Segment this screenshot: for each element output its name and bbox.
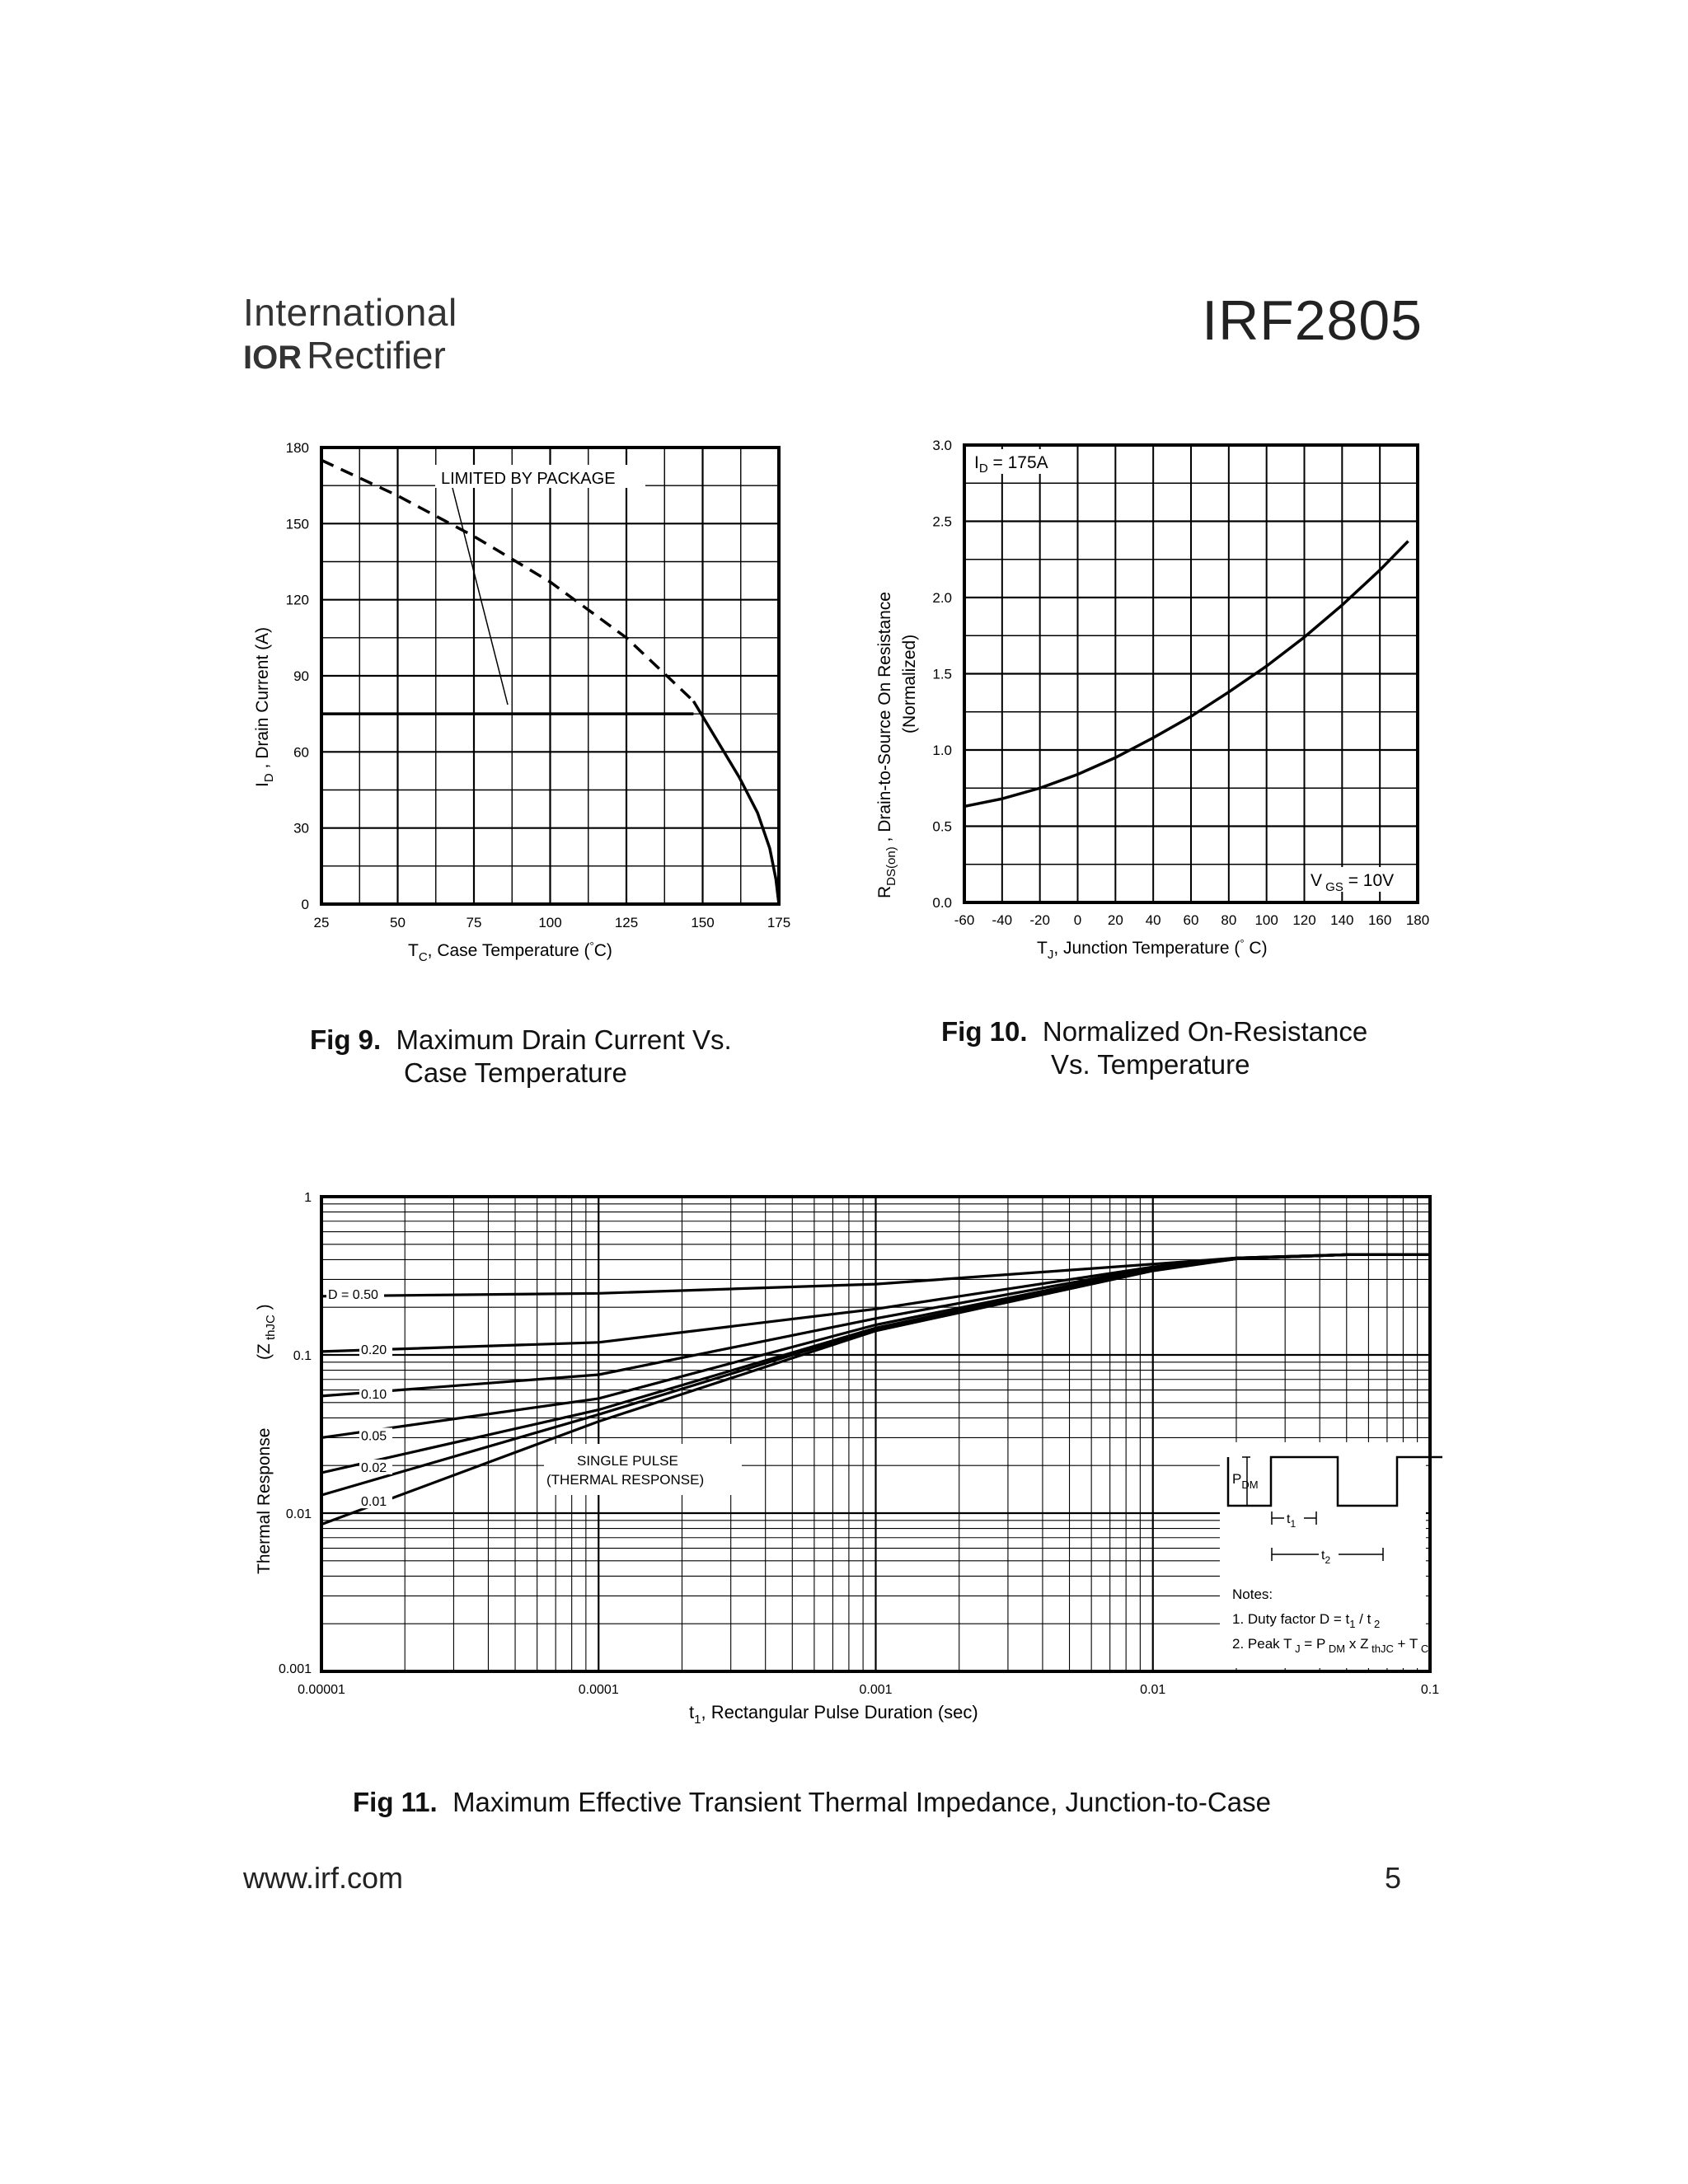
fig10-x-tick-label: 80 — [1221, 912, 1237, 928]
fig10-tick-labels — [932, 438, 1429, 928]
fig10-x-tick-label: -60 — [954, 912, 975, 928]
fig10-x-tick-label: 180 — [1405, 912, 1430, 928]
fig9-x-tick-label: 25 — [313, 915, 330, 930]
fig11-x-axis-label: $t_1$, Rectangular Pulse Duration (sec) — [689, 1702, 978, 1727]
fig9-annotation-limited: LIMITED BY PACKAGE — [441, 470, 616, 488]
fig10-caption — [941, 1016, 1367, 1047]
fig11-caption-text: Maximum Effective Transient Thermal Impedance, Junction-to-Case — [452, 1787, 1271, 1817]
fig11-x-tick-label: 0.0001 — [578, 1683, 619, 1697]
fig10-y-axis-label: $R_{DS(on)}$ , Drain-to-Source On Resistance — [875, 592, 898, 898]
fig11-notes-title: Notes: — [1232, 1586, 1273, 1602]
fig9-y-tick-label: 30 — [293, 820, 309, 837]
fig10-y-axis-label-2: (Normalized) — [900, 634, 919, 733]
fig9-caption-line2: Case Temperature — [404, 1057, 627, 1088]
fig10-x-tick-label: 20 — [1107, 912, 1123, 928]
ior-logo-mark: IOR — [243, 340, 302, 376]
fig9-chart — [243, 429, 837, 972]
part-number: IRF2805 — [1202, 289, 1423, 352]
fig10-y-tick-label: 3.0 — [932, 438, 952, 453]
fig10-x-tick-label: -40 — [992, 912, 1013, 928]
fig11-t1-label: $t_1$ — [1287, 1512, 1296, 1530]
fig10-x-axis-label: $T_J$, Junction Temperature (° C) — [1037, 937, 1268, 962]
fig11-series-label: 0.20 — [361, 1343, 387, 1357]
fig11-y-axis-label: Thermal Response — [255, 1427, 274, 1574]
fig9-caption — [310, 1024, 732, 1056]
fig9-x-tick-label: 50 — [390, 915, 406, 930]
fig9-y-tick-label: 120 — [285, 592, 309, 608]
fig11-note-2: 2. Peak T $_J$ = P $_{DM}$ x Z $_{thJC}$ + T $_C$ — [1232, 1636, 1429, 1655]
fig11-y-tick-label: 0.001 — [278, 1662, 312, 1676]
brand-name: International — [243, 291, 457, 334]
fig9-x-tick-label: 175 — [767, 915, 791, 930]
fig9-x-tick-label: 125 — [614, 915, 639, 930]
brand-rectifier: Rectifier — [307, 334, 446, 377]
fig9-tick-labels — [286, 440, 791, 930]
footer-url[interactable]: www.irf.com — [243, 1861, 404, 1895]
fig11-annotation-single-pulse: SINGLE PULSE — [577, 1453, 678, 1469]
fig11-pdm-label: $P_{DM}$ — [1232, 1471, 1259, 1491]
fig9-x-tick-label: 100 — [538, 915, 562, 930]
fig11-x-tick-label: 0.001 — [859, 1683, 893, 1697]
fig10-grid — [964, 445, 1418, 902]
fig10-x-tick-label: 160 — [1367, 912, 1392, 928]
fig10-caption-line1: Normalized On-Resistance — [1042, 1016, 1368, 1047]
fig10-x-tick-label: 140 — [1330, 912, 1354, 928]
fig9-y-tick-label: 60 — [293, 744, 309, 761]
fig11-y-tick-label: 1 — [304, 1191, 312, 1205]
fig11-chart — [243, 1179, 1463, 1747]
fig10-annotation-id: $I_D = 175A$ — [974, 453, 1048, 476]
fig9-annotation-leader — [452, 488, 508, 705]
fig11-annotation-thermal-response: (THERMAL RESPONSE) — [546, 1472, 705, 1488]
fig11-caption-label: Fig 11. — [353, 1787, 438, 1817]
fig10-y-tick-label: 0.0 — [932, 895, 952, 911]
fig11-series-label: 0.02 — [361, 1460, 387, 1475]
fig11-x-tick-label: 0.00001 — [298, 1683, 345, 1697]
fig9-caption-label: Fig 9. — [310, 1024, 382, 1055]
fig10-x-tick-label: 100 — [1254, 912, 1278, 928]
fig11-t2-label: $t_2$ — [1321, 1549, 1331, 1566]
fig10-annotation-vgs: V $_{GS}$ = 10V — [1311, 871, 1395, 894]
fig11-y-axis-label-2: (Z $_{thJC}$ ) — [255, 1304, 278, 1360]
brand-logo — [243, 333, 446, 377]
fig10-chart — [849, 429, 1442, 972]
fig10-y-tick-label: 1.5 — [932, 666, 952, 682]
fig11-x-tick-label: 0.1 — [1420, 1683, 1440, 1697]
fig11-caption — [353, 1787, 1271, 1818]
fig9-caption-line1: Maximum Drain Current Vs. — [396, 1024, 732, 1055]
fig10-x-tick-label: 40 — [1145, 912, 1161, 928]
fig11-series-label: 0.01 — [361, 1495, 387, 1510]
fig11-y-tick-label: 0.1 — [293, 1349, 312, 1363]
fig9-series-line-1 — [693, 701, 779, 904]
fig10-caption-line2: Vs. Temperature — [1051, 1049, 1250, 1080]
fig10-x-tick-label: 60 — [1183, 912, 1199, 928]
fig10-x-tick-label: 120 — [1292, 912, 1316, 928]
fig10-y-tick-label: 1.0 — [932, 743, 952, 758]
fig11-x-tick-label: 0.01 — [1140, 1683, 1166, 1697]
fig10-y-tick-label: 2.0 — [932, 590, 952, 606]
fig10-x-tick-label: 0 — [1073, 912, 1082, 928]
fig11-series-label: D = 0.50 — [328, 1287, 378, 1302]
fig10-y-tick-label: 2.5 — [932, 513, 952, 530]
fig9-y-axis-label: $I_D$ , Drain Current (A) — [253, 626, 276, 787]
fig9-x-tick-label: 75 — [466, 915, 482, 930]
fig10-x-tick-label: -20 — [1029, 912, 1050, 928]
fig9-series-line-0 — [321, 460, 693, 701]
fig10-caption-label: Fig 10. — [941, 1016, 1028, 1047]
fig11-note-1: 1. Duty factor D = $t_1$ / t $_2$ — [1232, 1611, 1381, 1630]
fig9-y-tick-label: 180 — [285, 440, 309, 456]
fig11-series-label: 0.10 — [361, 1387, 387, 1402]
fig9-y-tick-label: 150 — [285, 516, 309, 532]
fig9-x-tick-label: 150 — [691, 915, 715, 930]
fig10-y-tick-label: 0.5 — [932, 818, 952, 835]
fig9-x-axis-label: $T_C$, Case Temperature (°C) — [408, 940, 612, 964]
fig9-grid — [321, 448, 779, 904]
fig11-y-tick-label: 0.01 — [285, 1507, 312, 1521]
page-number: 5 — [1384, 1861, 1401, 1895]
fig11-series-label: 0.05 — [361, 1429, 387, 1444]
fig9-y-tick-label: 0 — [301, 897, 309, 912]
fig9-y-tick-label: 90 — [293, 668, 309, 684]
